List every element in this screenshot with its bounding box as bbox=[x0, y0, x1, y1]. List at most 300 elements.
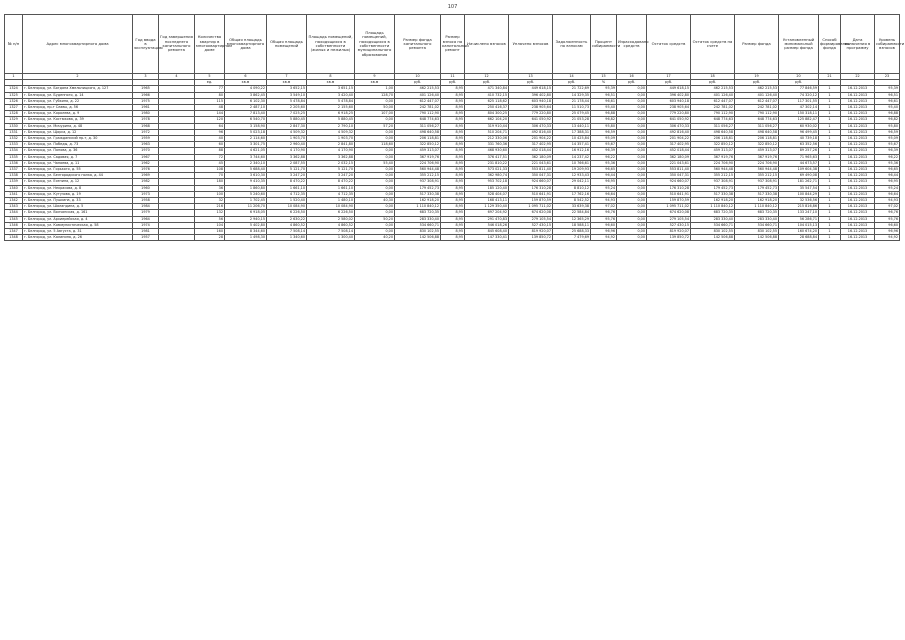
data-cell: 96,59 bbox=[875, 129, 900, 135]
data-cell: 16.12.2013 bbox=[841, 167, 875, 173]
data-cell: 221 043,61 bbox=[647, 160, 691, 166]
data-cell: 95,39 bbox=[591, 86, 617, 92]
column-number-cell: 6 bbox=[225, 74, 267, 80]
data-cell: 4 712,35 bbox=[267, 191, 307, 197]
data-cell: 1 bbox=[819, 111, 841, 117]
data-cell: 0,00 bbox=[617, 129, 647, 135]
data-cell: 5 121,70 bbox=[307, 167, 355, 173]
data-cell: 0,00 bbox=[355, 229, 395, 235]
data-cell: 8,95 bbox=[441, 142, 465, 148]
data-cell: 104 015,13 bbox=[779, 222, 819, 228]
data-cell: 242 781,02 bbox=[735, 105, 779, 111]
data-cell: 25 079,45 bbox=[553, 111, 591, 117]
data-cell: 311 056,27 bbox=[395, 123, 441, 129]
data-cell: 1 bbox=[819, 191, 841, 197]
data-cell: 648 774,63 bbox=[735, 117, 779, 123]
data-cell: 40,20 bbox=[355, 235, 395, 241]
column-header: Год ввода в эксплуатацию bbox=[133, 15, 159, 74]
data-cell: 7 508,14 bbox=[307, 229, 355, 235]
data-cell: 0,00 bbox=[355, 129, 395, 135]
data-cell: 0,00 bbox=[617, 210, 647, 216]
data-cell: 779 220,80 bbox=[509, 111, 553, 117]
data-cell: 181 262,71 bbox=[779, 179, 819, 185]
data-cell: 10 084,90 bbox=[267, 204, 307, 210]
data-cell: 8,95 bbox=[441, 185, 465, 191]
data-cell: 1 110 840,12 bbox=[691, 204, 735, 210]
data-cell: 0,00 bbox=[617, 229, 647, 235]
data-cell: 311 056,27 bbox=[691, 123, 735, 129]
data-cell: 662 104,20 bbox=[465, 117, 509, 123]
data-cell: 362 180,09 bbox=[509, 154, 553, 160]
data-cell: 1 bbox=[819, 229, 841, 235]
column-header: Общая площадь многоквартирного дома bbox=[225, 15, 267, 74]
address-cell: г. Белгород, ул. Костюкова, д. 39 bbox=[23, 117, 133, 123]
data-cell: 376 417,51 bbox=[465, 154, 509, 160]
data-cell: 0,00 bbox=[355, 98, 395, 104]
data-cell: 96,61 bbox=[591, 98, 617, 104]
data-cell: 612 447,07 bbox=[735, 98, 779, 104]
data-cell: 6 226,50 bbox=[307, 210, 355, 216]
data-cell: 367 919,76 bbox=[735, 154, 779, 160]
data-cell: 1343 bbox=[5, 204, 23, 210]
data-cell: 95,24 bbox=[591, 185, 617, 191]
data-cell: 40,30 bbox=[355, 198, 395, 204]
data-cell: 697 204,92 bbox=[465, 210, 509, 216]
data-cell: 468 930,60 bbox=[465, 148, 509, 154]
column-header: Способ формирования фонда bbox=[819, 15, 841, 74]
data-cell: 212 330,06 bbox=[465, 136, 509, 142]
data-cell: 72 bbox=[195, 154, 225, 160]
data-cell: 1 129 350,40 bbox=[465, 204, 509, 210]
address-cell: г. Белгород, ул. Гражданский пр-т, д. 30 bbox=[23, 136, 133, 142]
address-cell: г. Белгород, ул. 5 Августа, д. 31 bbox=[23, 229, 133, 235]
data-cell: 162 918,20 bbox=[735, 198, 779, 204]
data-cell: 8,95 bbox=[441, 129, 465, 135]
data-cell: 221 043,61 bbox=[509, 160, 553, 166]
data-cell: 1976 bbox=[133, 167, 159, 173]
data-cell: 2 205,60 bbox=[267, 105, 307, 111]
data-cell: 201 904,22 bbox=[509, 136, 553, 142]
data-cell: 95,67 bbox=[591, 142, 617, 148]
data-cell: 1981 bbox=[133, 229, 159, 235]
data-cell: 459 313,07 bbox=[735, 148, 779, 154]
data-cell: 5 023,18 bbox=[225, 129, 267, 135]
data-cell: 0,00 bbox=[617, 154, 647, 160]
data-cell: 3 420,40 bbox=[307, 92, 355, 98]
data-cell: 1336 bbox=[5, 160, 23, 166]
data-cell: 3 610,30 bbox=[225, 173, 267, 179]
data-cell: 50,00 bbox=[355, 105, 395, 111]
column-number-cell: 9 bbox=[355, 74, 395, 80]
column-number-cell: 13 bbox=[509, 74, 553, 80]
address-cell: г. Белгород, ул. Щорса, д. 12 bbox=[23, 129, 133, 135]
data-cell: 0,00 bbox=[355, 222, 395, 228]
column-number-cell: 12 bbox=[465, 74, 509, 80]
address-cell: г. Белгород, ул. Богдана Хмельницкого, д. 127 bbox=[23, 86, 133, 92]
address-cell: г. Белгород, ул. Архиерейская, д. 4 bbox=[23, 216, 133, 222]
data-cell: 125 882,47 bbox=[779, 117, 819, 123]
column-number-cell: 16 bbox=[617, 74, 647, 80]
data-cell: 1 bbox=[819, 123, 841, 129]
data-cell: 70 bbox=[195, 173, 225, 179]
data-cell: 2 841,80 bbox=[307, 142, 355, 148]
data-cell: 16.12.2013 bbox=[841, 86, 875, 92]
data-cell: 355 212,15 bbox=[691, 173, 735, 179]
data-cell: 3 362,88 bbox=[267, 154, 307, 160]
data-cell: 17 388,31 bbox=[553, 129, 591, 135]
address-cell: г. Белгород, ул. Победы, д. 73 bbox=[23, 142, 133, 148]
data-cell: 953 702,18 bbox=[465, 179, 509, 185]
address-cell: г. Белгород, ул. Попова, д. 36 bbox=[23, 148, 133, 154]
data-cell: 1964 bbox=[133, 216, 159, 222]
data-cell: 283 330,40 bbox=[735, 216, 779, 222]
data-cell: 1 903,70 bbox=[307, 136, 355, 142]
data-cell: 1 bbox=[819, 222, 841, 228]
data-cell: 1326 bbox=[5, 98, 23, 104]
unit-cell: руб. bbox=[691, 80, 735, 86]
data-cell: 1 bbox=[819, 235, 841, 241]
data-cell: 215 816,86 bbox=[779, 204, 819, 210]
column-number-cell: 15 bbox=[591, 74, 617, 80]
data-cell: 216 bbox=[195, 204, 225, 210]
data-cell: 1347 bbox=[5, 229, 23, 235]
data-cell: 410 732,15 bbox=[465, 92, 509, 98]
data-cell: 6 918,05 bbox=[225, 210, 267, 216]
column-number-cell: 21 bbox=[819, 74, 841, 80]
column-number-cell: 20 bbox=[779, 74, 819, 80]
data-cell: 95,76 bbox=[875, 216, 900, 222]
column-header: Израсходовано средств bbox=[617, 15, 647, 74]
data-cell: 1962 bbox=[133, 160, 159, 166]
data-cell: 2 790,10 bbox=[307, 123, 355, 129]
data-cell: 16.12.2013 bbox=[841, 210, 875, 216]
data-cell: 1 bbox=[819, 142, 841, 148]
data-cell: 16.12.2013 bbox=[841, 185, 875, 191]
data-cell: 1963 bbox=[133, 142, 159, 148]
data-cell: 95,80 bbox=[591, 123, 617, 129]
data-cell: 683 720,35 bbox=[691, 210, 735, 216]
address-cell: г. Белгород, ул. Буденного, д. 14 bbox=[23, 92, 133, 98]
data-cell: 492 816,40 bbox=[509, 129, 553, 135]
data-cell: 21 053,28 bbox=[553, 117, 591, 123]
column-number-cell: 19 bbox=[735, 74, 779, 80]
data-cell: 924 660,07 bbox=[647, 179, 691, 185]
address-cell: г. Белгород, ул. Пушкина, д. 33 bbox=[23, 198, 133, 204]
data-cell: 462 215,53 bbox=[691, 86, 735, 92]
data-cell: 1 498,30 bbox=[225, 235, 267, 241]
data-cell: 96,64 bbox=[875, 191, 900, 197]
data-cell: 8,95 bbox=[441, 160, 465, 166]
data-cell: 56 286,71 bbox=[779, 216, 819, 222]
data-cell: 206 118,81 bbox=[691, 136, 735, 142]
data-cell: 0,00 bbox=[617, 98, 647, 104]
unit-cell: руб. bbox=[395, 80, 441, 86]
data-cell: 96,44 bbox=[875, 173, 900, 179]
page-number: 107 bbox=[447, 4, 458, 10]
data-cell: 1958 bbox=[133, 198, 159, 204]
data-cell: 1339 bbox=[5, 179, 23, 185]
data-cell: 3 651,15 bbox=[307, 86, 355, 92]
unit-cell: руб. bbox=[441, 80, 465, 86]
data-cell: 14 237,42 bbox=[553, 154, 591, 160]
data-cell: 1 480,10 bbox=[307, 198, 355, 204]
data-cell: 95,36 bbox=[875, 160, 900, 166]
data-cell: 142 506,88 bbox=[395, 235, 441, 241]
data-cell: 139 850,72 bbox=[647, 235, 691, 241]
data-cell: 16.12.2013 bbox=[841, 105, 875, 111]
data-cell: 179 452,73 bbox=[395, 185, 441, 191]
data-cell: 1969 bbox=[133, 173, 159, 179]
column-number-cell: 7 bbox=[267, 74, 307, 80]
data-cell: 8,95 bbox=[441, 222, 465, 228]
data-cell: 95,67 bbox=[875, 142, 900, 148]
data-cell: 1 bbox=[819, 129, 841, 135]
data-cell: 176 310,28 bbox=[509, 185, 553, 191]
column-number-cell: 11 bbox=[441, 74, 465, 80]
column-number-cell: 10 bbox=[395, 74, 441, 80]
data-cell: 1 110 840,12 bbox=[395, 204, 441, 210]
data-cell: 97,02 bbox=[591, 204, 617, 210]
data-cell: 224 706,90 bbox=[735, 160, 779, 166]
address-cell: г. Белгород, ул. Шаландина, д. 5 bbox=[23, 204, 133, 210]
data-cell: 1 bbox=[819, 167, 841, 173]
data-cell: 452 018,44 bbox=[509, 148, 553, 154]
data-cell: 5 402,80 bbox=[225, 222, 267, 228]
data-cell: 29 042,11 bbox=[553, 179, 591, 185]
data-cell: 95,40 bbox=[591, 105, 617, 111]
data-cell: 1980 bbox=[133, 111, 159, 117]
data-cell: 16.12.2013 bbox=[841, 142, 875, 148]
data-cell: 1 702,45 bbox=[225, 198, 267, 204]
data-cell: 16.12.2013 bbox=[841, 216, 875, 222]
data-cell: 779 220,80 bbox=[647, 111, 691, 117]
data-cell: 1957 bbox=[133, 235, 159, 241]
data-cell: 517 330,38 bbox=[735, 191, 779, 197]
data-cell: 48 bbox=[195, 105, 225, 111]
data-cell: 8,95 bbox=[441, 148, 465, 154]
data-cell: 16.12.2013 bbox=[841, 222, 875, 228]
data-cell: 60 bbox=[195, 142, 225, 148]
column-header: Размер взноса на капитальный ремонт bbox=[441, 15, 465, 74]
data-cell: 16.12.2013 bbox=[841, 148, 875, 154]
data-cell: 790 112,90 bbox=[735, 111, 779, 117]
header-row bbox=[5, 15, 900, 74]
data-cell: 498 640,58 bbox=[395, 129, 441, 135]
data-cell: 16.12.2013 bbox=[841, 136, 875, 142]
data-cell: 95,09 bbox=[875, 136, 900, 142]
data-cell: 96,44 bbox=[591, 173, 617, 179]
data-cell: 60 930,02 bbox=[779, 123, 819, 129]
data-cell: 14 329,35 bbox=[553, 92, 591, 98]
data-cell: 560 944,48 bbox=[735, 167, 779, 173]
unit-cell: руб. bbox=[647, 80, 691, 86]
data-cell: 0,00 bbox=[355, 185, 395, 191]
data-cell: 96,96 bbox=[875, 229, 900, 235]
data-cell: 322 850,12 bbox=[691, 142, 735, 148]
data-cell: 3 247,20 bbox=[267, 173, 307, 179]
data-cell: 322 850,12 bbox=[735, 142, 779, 148]
address-cell: г. Белгород, пр-т Славы, д. 56 bbox=[23, 105, 133, 111]
column-header: Уплачено взносов bbox=[509, 15, 553, 74]
address-cell: г. Белгород, ул. Волчанская, д. 161 bbox=[23, 210, 133, 216]
address-cell: г. Белгород, ул. Коммунистическая, д. 58 bbox=[23, 222, 133, 228]
data-cell: 1328 bbox=[5, 111, 23, 117]
data-cell: 69 490,08 bbox=[779, 173, 819, 179]
data-cell: 95,40 bbox=[875, 105, 900, 111]
data-cell: 534 660,71 bbox=[395, 222, 441, 228]
data-cell: 790 112,90 bbox=[691, 111, 735, 117]
data-cell: 12 933,43 bbox=[553, 173, 591, 179]
data-cell: 160 bbox=[195, 229, 225, 235]
data-cell: 603 940,18 bbox=[647, 98, 691, 104]
data-cell: 2 155,60 bbox=[307, 105, 355, 111]
data-cell: 573 021,33 bbox=[465, 167, 509, 173]
data-cell: 1 bbox=[819, 198, 841, 204]
data-cell: 1 bbox=[819, 136, 841, 142]
column-header: Количество квартир в многоквартирном доме bbox=[195, 15, 225, 74]
data-cell: 8,95 bbox=[441, 210, 465, 216]
data-cell: 0,00 bbox=[355, 173, 395, 179]
data-cell: 55,40 bbox=[355, 160, 395, 166]
data-cell: 96,61 bbox=[875, 98, 900, 104]
data-cell: 18 588,11 bbox=[553, 222, 591, 228]
data-cell: 0,00 bbox=[355, 167, 395, 173]
data-cell: 641 050,92 bbox=[647, 117, 691, 123]
data-cell: 16.12.2013 bbox=[841, 173, 875, 179]
data-cell: 527 430,15 bbox=[509, 222, 553, 228]
address-cell: г. Белгород, ул. Кутузова, д. 19 bbox=[23, 191, 133, 197]
data-cell: 8,95 bbox=[441, 154, 465, 160]
data-cell: 510 204,71 bbox=[465, 129, 509, 135]
data-cell: 16.12.2013 bbox=[841, 179, 875, 185]
data-cell: 674 620,08 bbox=[647, 210, 691, 216]
data-cell: 13 440,11 bbox=[553, 123, 591, 129]
column-number-cell: 17 bbox=[647, 74, 691, 80]
data-cell: 1965 bbox=[133, 86, 159, 92]
data-cell: 9 410,35 bbox=[225, 179, 267, 185]
data-cell: 1329 bbox=[5, 117, 23, 123]
data-cell: 560 944,48 bbox=[691, 167, 735, 173]
data-cell: 10 766,61 bbox=[553, 160, 591, 166]
data-cell: 0,00 bbox=[355, 117, 395, 123]
data-cell: 32 536,56 bbox=[779, 198, 819, 204]
column-number-cell: 5 bbox=[195, 74, 225, 80]
data-cell: 16.12.2013 bbox=[841, 229, 875, 235]
data-cell: 88 bbox=[195, 148, 225, 154]
data-cell: 96,60 bbox=[875, 222, 900, 228]
column-header: Общая площадь помещений bbox=[267, 15, 307, 74]
data-cell: 279 105,54 bbox=[509, 216, 553, 222]
column-number-cell: 22 bbox=[841, 74, 875, 80]
data-cell: 2 940,15 bbox=[225, 216, 267, 222]
data-cell: 367 919,76 bbox=[395, 154, 441, 160]
data-cell: 0,00 bbox=[617, 160, 647, 166]
data-cell: 1984 bbox=[133, 204, 159, 210]
data-cell: 160 674,20 bbox=[779, 229, 819, 235]
data-cell: 396 402,80 bbox=[509, 92, 553, 98]
unit-cell: руб. bbox=[735, 80, 779, 86]
data-cell: 0,00 bbox=[617, 198, 647, 204]
data-cell: 845 608,40 bbox=[465, 229, 509, 235]
data-cell: 56 bbox=[195, 216, 225, 222]
data-cell: 1 860,80 bbox=[225, 185, 267, 191]
data-cell: 128,70 bbox=[355, 92, 395, 98]
data-cell: 7 479,69 bbox=[553, 235, 591, 241]
data-cell: 100 844,29 bbox=[779, 191, 819, 197]
data-cell: 4 712,35 bbox=[307, 191, 355, 197]
data-cell: 7 813,40 bbox=[225, 111, 267, 117]
data-cell: 1959 bbox=[133, 136, 159, 142]
data-cell: 118,60 bbox=[355, 142, 395, 148]
data-cell: 830 102,55 bbox=[691, 229, 735, 235]
data-cell: 0,00 bbox=[617, 235, 647, 241]
data-cell: 319 910,44 bbox=[465, 123, 509, 129]
data-cell: 0,00 bbox=[617, 111, 647, 117]
data-cell: 12 365,29 bbox=[553, 216, 591, 222]
data-cell: 14 357,41 bbox=[553, 142, 591, 148]
data-cell: 185 120,40 bbox=[465, 185, 509, 191]
data-cell: 96,95 bbox=[875, 179, 900, 185]
data-cell: 2 630,22 bbox=[267, 216, 307, 222]
data-cell: 0,00 bbox=[617, 136, 647, 142]
data-cell: 1974 bbox=[133, 222, 159, 228]
data-cell: 8,95 bbox=[441, 229, 465, 235]
data-cell: 96,39 bbox=[875, 148, 900, 154]
data-cell: 96,59 bbox=[591, 129, 617, 135]
data-cell: 16.12.2013 bbox=[841, 191, 875, 197]
data-cell: 1327 bbox=[5, 105, 23, 111]
data-cell: 790 112,90 bbox=[395, 111, 441, 117]
data-cell: 924 660,07 bbox=[509, 179, 553, 185]
data-cell: 830 102,55 bbox=[395, 229, 441, 235]
data-cell: 1,00 bbox=[355, 86, 395, 92]
data-cell: 180 bbox=[195, 179, 225, 185]
data-cell: 16.12.2013 bbox=[841, 98, 875, 104]
column-header: Установленный минимальный размер фонда bbox=[779, 15, 819, 74]
data-cell: 527 430,15 bbox=[647, 222, 691, 228]
data-cell: 683 720,35 bbox=[395, 210, 441, 216]
data-cell: 0,00 bbox=[617, 92, 647, 98]
data-cell: 16.12.2013 bbox=[841, 117, 875, 123]
data-cell: 96,82 bbox=[875, 117, 900, 123]
data-cell: 1 bbox=[819, 154, 841, 160]
data-cell: 1334 bbox=[5, 148, 23, 154]
data-cell: 8,95 bbox=[441, 123, 465, 129]
data-cell: 0,00 bbox=[617, 222, 647, 228]
data-cell: 94,92 bbox=[591, 235, 617, 241]
column-header: Площадь помещений, находящихся в собственности муниципального образования bbox=[355, 15, 395, 74]
data-cell: 0,00 bbox=[617, 185, 647, 191]
data-cell: 1 bbox=[819, 86, 841, 92]
column-number-cell: 14 bbox=[553, 74, 591, 80]
data-cell: 8 470,22 bbox=[307, 179, 355, 185]
data-cell: 355 212,15 bbox=[735, 173, 779, 179]
data-cell: 612 447,07 bbox=[691, 98, 735, 104]
table-body bbox=[5, 86, 900, 241]
data-cell: 311 056,27 bbox=[735, 123, 779, 129]
data-cell: 648 774,63 bbox=[395, 117, 441, 123]
data-cell: 283 330,40 bbox=[395, 216, 441, 222]
data-cell: 331 760,36 bbox=[465, 142, 509, 148]
data-cell: 104 bbox=[195, 222, 225, 228]
data-cell: 1961 bbox=[133, 105, 159, 111]
data-cell: 95,36 bbox=[591, 160, 617, 166]
data-cell: 96,76 bbox=[875, 210, 900, 216]
data-cell: 1 bbox=[819, 160, 841, 166]
data-cell: 168 413,11 bbox=[465, 198, 509, 204]
column-header: № п/п bbox=[5, 15, 23, 74]
data-cell: 1 bbox=[819, 98, 841, 104]
